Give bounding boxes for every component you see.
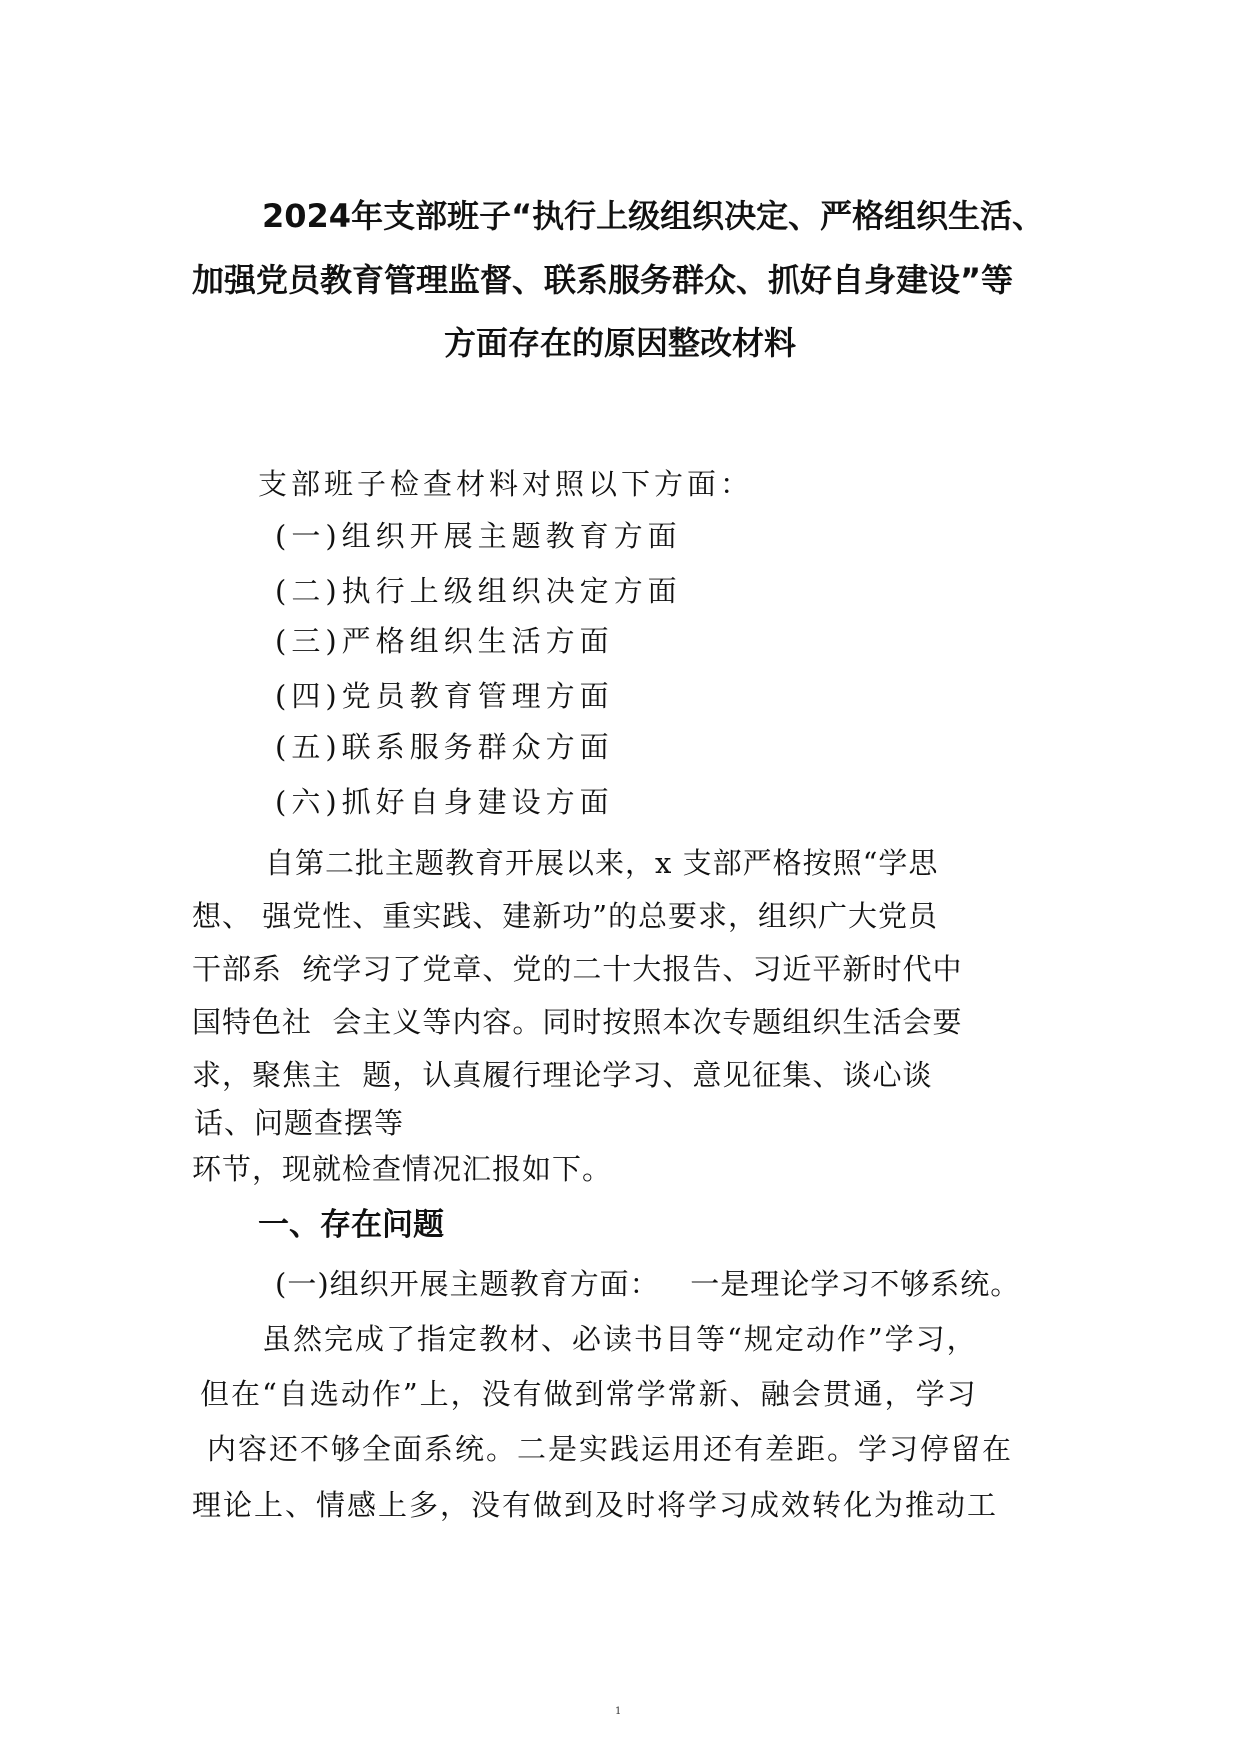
document-title-line-2: 加强党员教育管理监督、联系服务群众、抓好自身建设”等 bbox=[192, 261, 1014, 299]
list-item: (四)党员教育管理方面 bbox=[275, 679, 614, 713]
section-line: 但在“自选动作”上，没有做到常学常新、融会贯通，学习 bbox=[200, 1377, 978, 1411]
page-number: 1 bbox=[615, 1706, 622, 1717]
section-line: 理论上、情感上多，没有做到及时将学习成效转化为推动工 bbox=[192, 1488, 999, 1522]
paragraph-line: 想、 强党性、重实践、建新功”的总要求，组织广大党员 bbox=[192, 899, 939, 933]
section-line: 内容还不够全面系统。二是实践运用还有差距。学习停留在 bbox=[207, 1432, 1014, 1466]
paragraph-line: 自第二批主题教育开展以来，x 支部严格按照“学思 bbox=[265, 846, 939, 880]
list-item: (五)联系服务群众方面 bbox=[275, 730, 614, 764]
paragraph-line: 环节，现就检查情况汇报如下。 bbox=[192, 1152, 613, 1186]
paragraph-line: 话、问题查摆等 bbox=[194, 1106, 405, 1140]
paragraph-line: 国特色社 会主义等内容。同时按照本次专题组织生活会要 bbox=[192, 1005, 963, 1039]
section-heading: 一、存在问题 bbox=[258, 1207, 444, 1243]
list-item: (三)严格组织生活方面 bbox=[275, 624, 614, 658]
intro-text: 支部班子检查材料对照以下方面： bbox=[258, 467, 754, 501]
document-title-line-1: 2024年支部班子“执行上级组织决定、严格组织生活、 bbox=[262, 197, 1045, 235]
list-item: (一)组织开展主题教育方面 bbox=[275, 519, 682, 553]
list-item: (二)执行上级组织决定方面 bbox=[275, 574, 682, 608]
paragraph-line: 求，聚焦主 题，认真履行理论学习、意见征集、谈心谈 bbox=[192, 1058, 933, 1092]
document-title-line-3: 方面存在的原因整改材料 bbox=[443, 324, 796, 362]
section-line: 虽然完成了指定教材、必读书目等“规定动作”学习， bbox=[262, 1322, 978, 1356]
paragraph-line: 干部系 统学习了党章、党的二十大报告、习近平新时代中 bbox=[192, 952, 963, 986]
section-line: (一)组织开展主题教育方面： 一是理论学习不够系统。 bbox=[275, 1267, 1021, 1301]
list-item: (六)抓好自身建设方面 bbox=[275, 785, 614, 819]
